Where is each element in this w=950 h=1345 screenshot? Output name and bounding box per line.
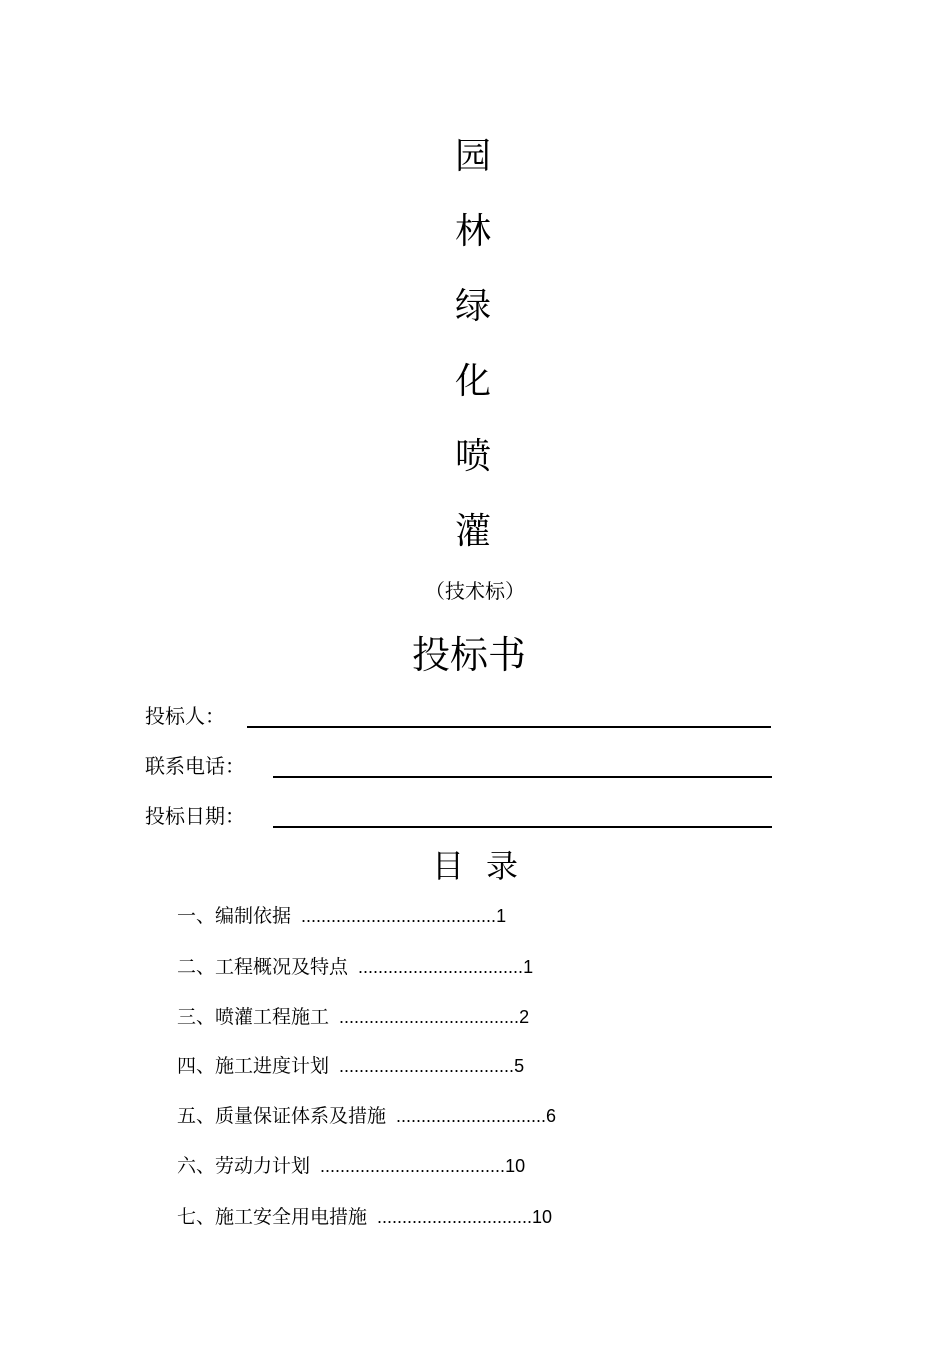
date-label: 投标日期： [145, 804, 245, 828]
bidder-label: 投标人： [145, 704, 225, 728]
phone-label: 联系电话： [145, 754, 245, 778]
toc-item-leader: ....................................... [301, 906, 497, 926]
toc-item-text: 二、工程概况及特点 [177, 956, 349, 978]
toc-item[interactable] [177, 903, 506, 929]
date-underline [273, 826, 772, 828]
toc-item-leader: ............................... [377, 1207, 533, 1227]
toc-item-text: 五、质量保证体系及措施 [177, 1105, 387, 1127]
phone-underline [273, 776, 772, 778]
toc-item-text: 四、施工进度计划 [177, 1055, 330, 1077]
toc-item-text: 六、劳动力计划 [177, 1155, 311, 1177]
toc-item-text: 七、施工安全用电措施 [177, 1206, 368, 1228]
toc-item-leader: ................................. [358, 957, 524, 977]
title-char-4: 化 [454, 361, 491, 402]
toc-item-leader: ..................................... [320, 1156, 506, 1176]
toc-item-leader: .................................... [339, 1007, 520, 1027]
toc-item-leader: .............................. [396, 1106, 547, 1126]
toc-item-text: 三、喷灌工程施工 [177, 1006, 330, 1028]
title-char-1: 园 [454, 136, 491, 177]
title-char-2: 林 [454, 211, 491, 252]
toc-item[interactable] [177, 1053, 524, 1079]
toc-item-page: 1 [496, 906, 507, 926]
toc-item[interactable] [177, 1103, 556, 1129]
toc-item[interactable] [177, 1153, 525, 1179]
title-char-5: 喷 [454, 436, 491, 477]
toc-title: 目录 [431, 847, 540, 885]
main-title: 投标书 [411, 633, 526, 677]
toc-item[interactable] [177, 954, 533, 980]
bidder-underline [247, 726, 771, 728]
toc-item[interactable] [177, 1004, 529, 1030]
toc-item-page: 5 [514, 1056, 525, 1076]
toc-item[interactable] [177, 1204, 552, 1230]
toc-item-page: 1 [523, 957, 534, 977]
toc-item-text: 一、编制依据 [177, 905, 292, 927]
toc-item-page: 2 [519, 1007, 530, 1027]
title-char-3: 绿 [454, 286, 491, 327]
subtitle: （技术标） [425, 579, 525, 603]
toc-item-page: 10 [532, 1207, 553, 1227]
toc-item-page: 10 [505, 1156, 526, 1176]
toc-item-page: 6 [546, 1106, 557, 1126]
title-char-6: 灌 [454, 511, 491, 552]
toc-item-leader: ................................... [339, 1056, 515, 1076]
